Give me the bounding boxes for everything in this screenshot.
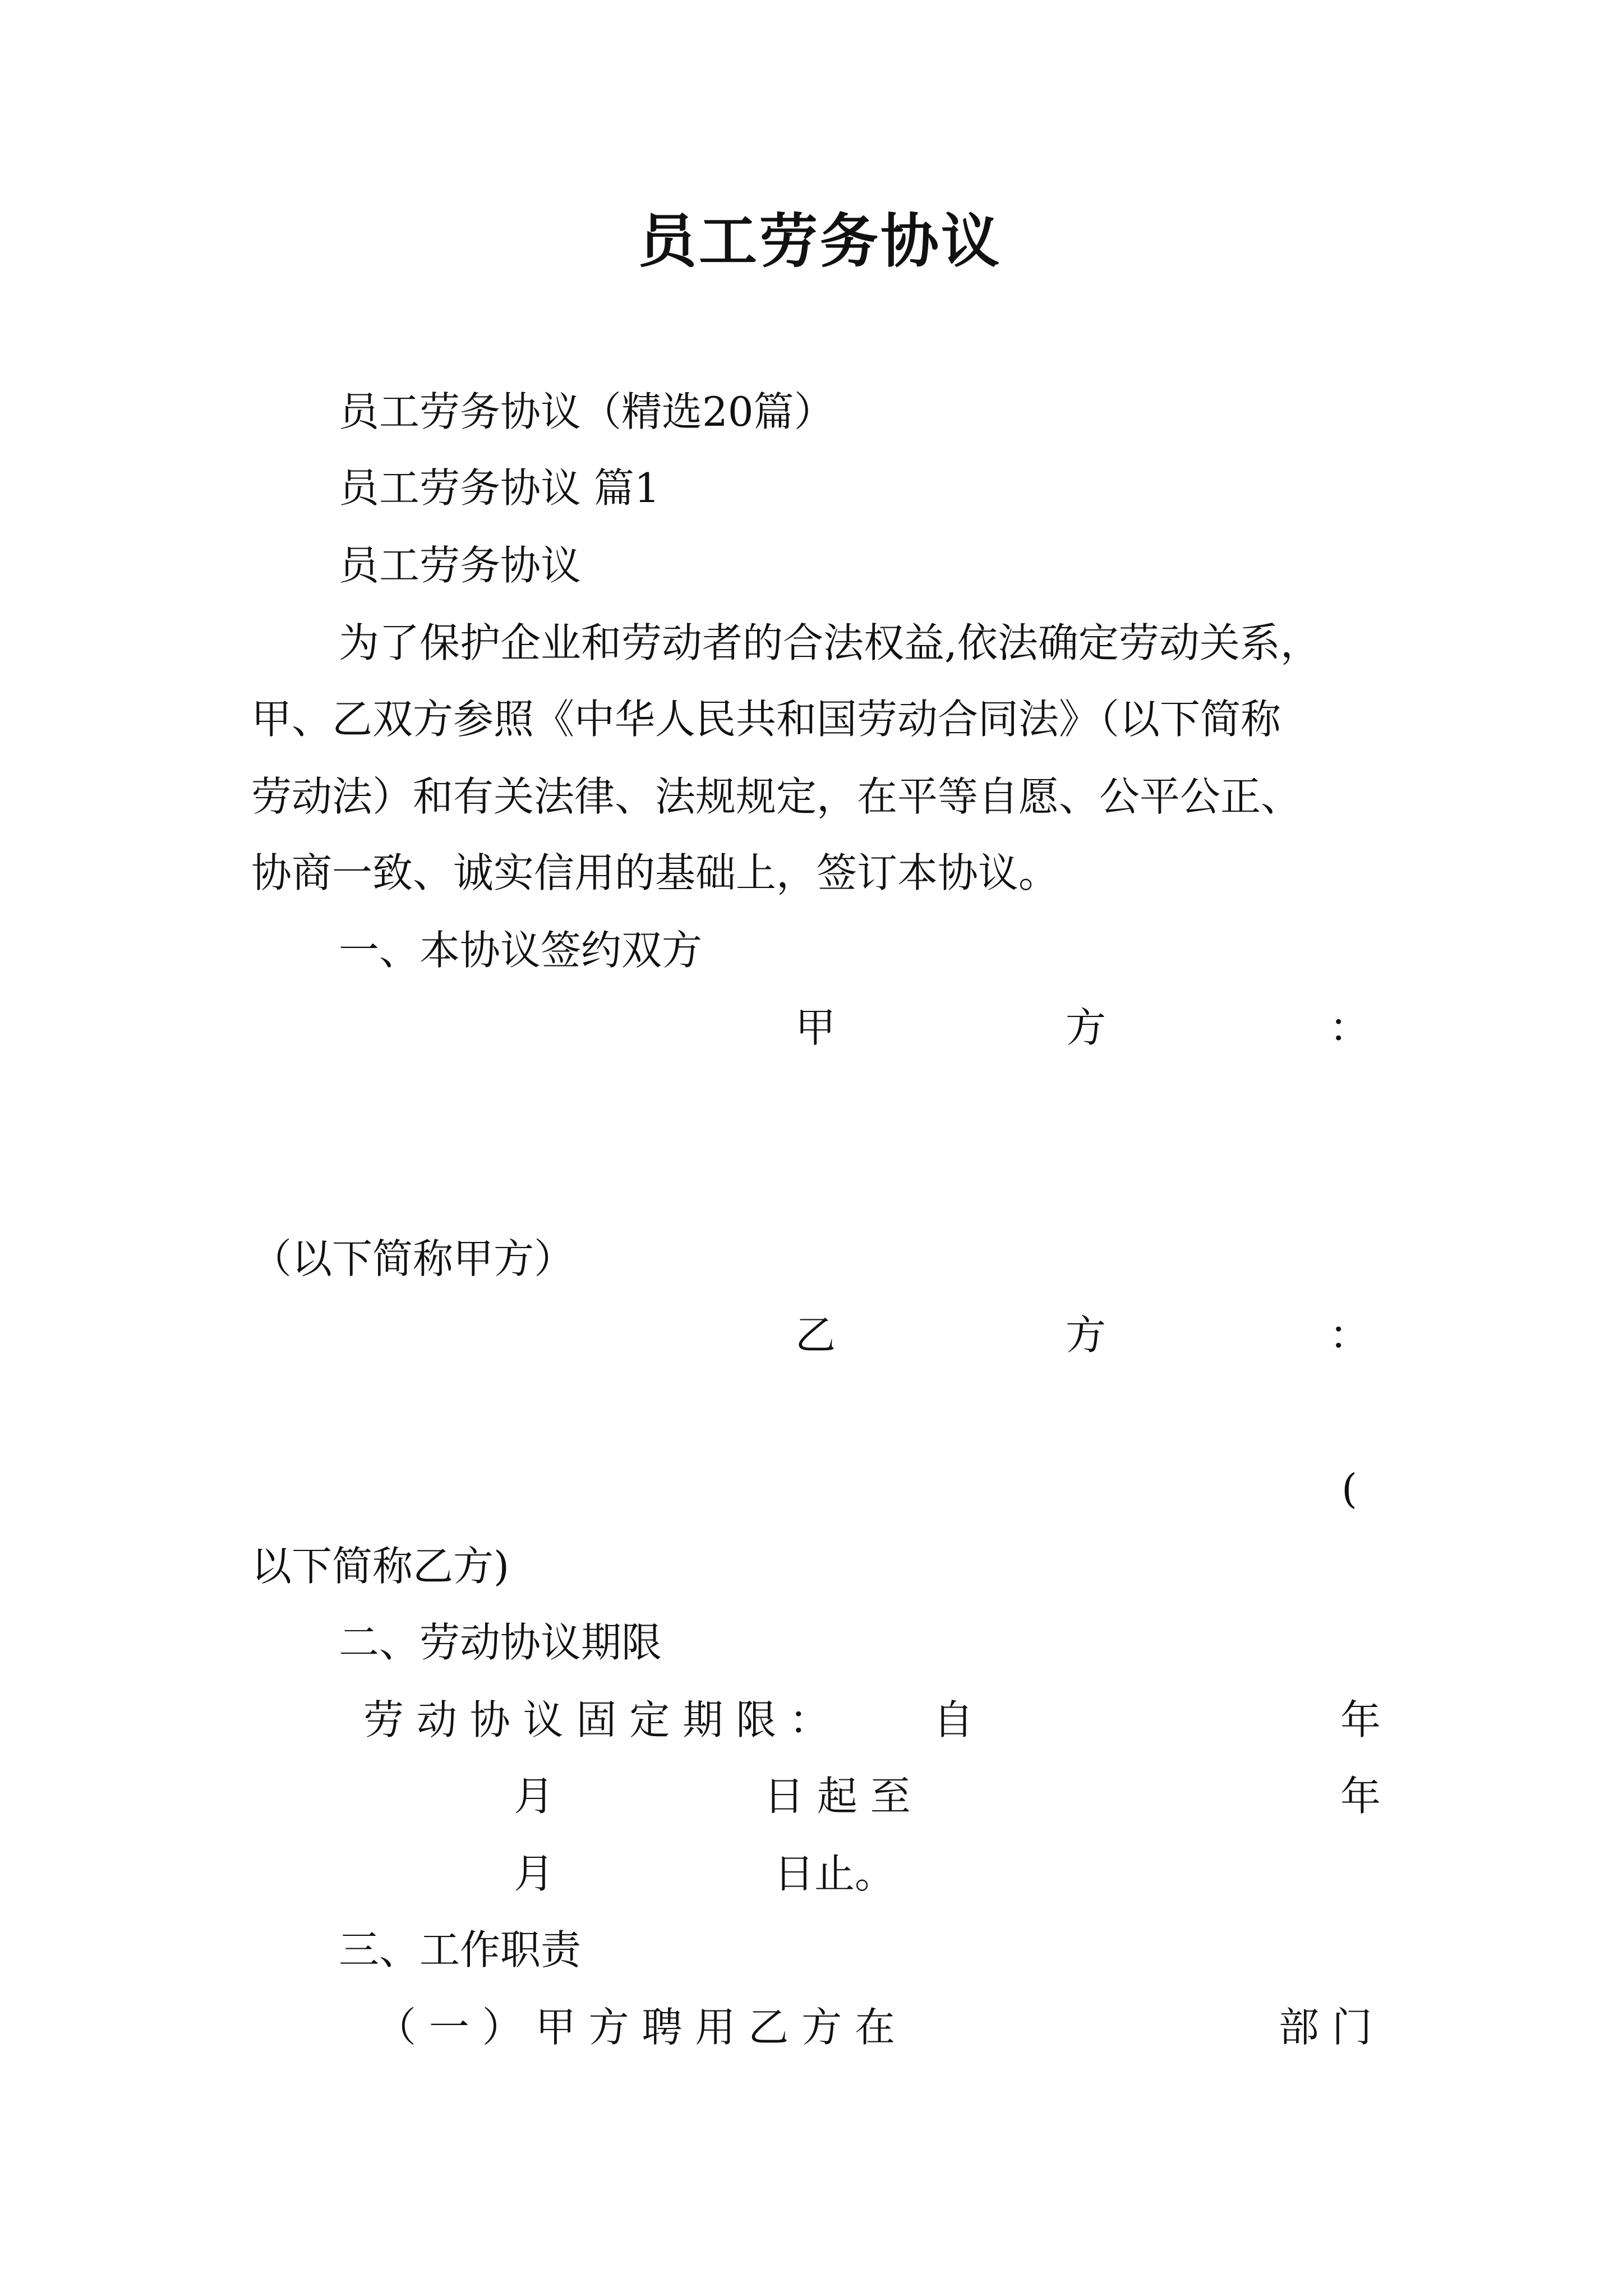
document-title: 员工劳务协议: [638, 206, 1002, 275]
party-b-colon: ：: [1329, 1312, 1370, 1359]
section-heading: 员工劳务协议 篇1: [339, 464, 660, 512]
term-line-1-c: 年: [1340, 1696, 1381, 1743]
paragraph-line: 甲、乙双方参照《中华人民共和国劳动合同法》（以下简称: [251, 696, 1281, 743]
party-a-colon: ：: [1329, 1004, 1370, 1051]
section-3-heading: 三、工作职责: [339, 1926, 582, 1973]
section-1-heading: 一、本协议签约双方: [339, 927, 703, 974]
paragraph-line: 协商一致、诚实信用的基础上，签订本协议。: [251, 849, 1059, 896]
term-line-1-a: 劳 动 协 议 固 定 期 限 ：: [363, 1696, 830, 1743]
subtitle: 员工劳务协议（精选20篇）: [339, 388, 834, 435]
paragraph-line: 为了保护企业和劳动者的合法权益,依法确定劳动关系，: [339, 619, 1321, 666]
duty-line-a: （ 一 ） 甲 方 聘 用 乙 方 在: [376, 2004, 895, 2051]
paragraph-line: 劳动法）和有关法律、法规规定，在平等自愿、公平公正、: [251, 773, 1302, 820]
party-b-paren: (: [1341, 1465, 1358, 1512]
term-line-2-c: 年: [1340, 1773, 1381, 1820]
section-2-heading: 二、劳动协议期限: [339, 1619, 662, 1666]
party-b-note: 以下简称乙方): [251, 1543, 510, 1590]
term-line-1-b: 自: [933, 1696, 974, 1743]
term-line-3-a: 月: [514, 1850, 555, 1897]
agreement-heading: 员工劳务协议: [339, 542, 582, 589]
party-a-char-2: 方: [1066, 1004, 1106, 1051]
party-b-char-1: 乙: [795, 1312, 836, 1359]
term-line-2-a: 月: [514, 1773, 555, 1820]
party-a-note: （以下简称甲方）: [251, 1235, 575, 1282]
party-b-char-2: 方: [1066, 1312, 1106, 1359]
party-a-char-1: 甲: [795, 1004, 836, 1051]
duty-line-b: 部 门: [1279, 2004, 1372, 2051]
term-line-2-b: 日 起 至: [764, 1773, 911, 1820]
term-line-3-b: 日止。: [774, 1850, 896, 1897]
